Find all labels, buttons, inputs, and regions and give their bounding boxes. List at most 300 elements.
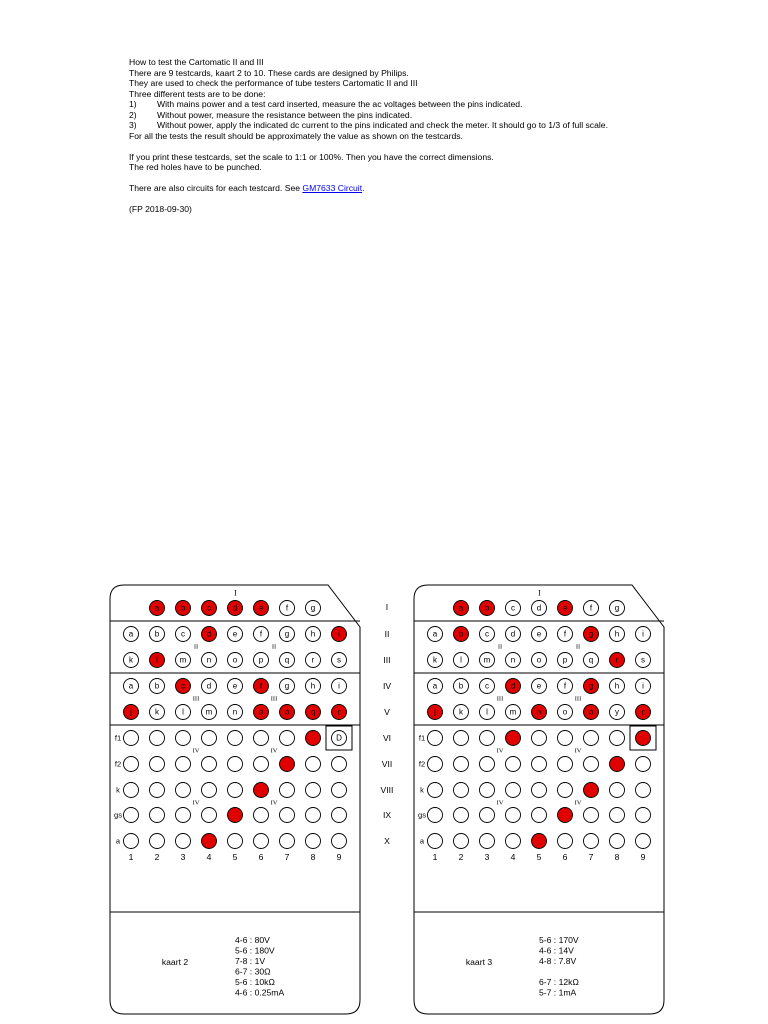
hole-circle — [124, 834, 139, 849]
column-number: 5 — [536, 852, 542, 862]
column-number: 4 — [510, 852, 516, 862]
column-number: 9 — [336, 852, 342, 862]
punched-hole — [280, 705, 295, 720]
column-number: 2 — [154, 852, 160, 862]
hole — [636, 627, 651, 642]
hole-circle — [228, 731, 243, 746]
hole-circle — [176, 731, 191, 746]
column-number: 8 — [310, 852, 316, 862]
hole — [506, 834, 521, 849]
hole-letter: o — [562, 707, 568, 717]
hole-letter: q — [310, 707, 316, 717]
instructions-line: Three different tests are to be done: — [129, 88, 266, 99]
hole-letter: i — [642, 629, 644, 639]
hole — [558, 627, 573, 642]
grid-row-label: f2 — [114, 759, 122, 769]
row-label: VIII — [380, 785, 394, 795]
roman-marker: IV — [574, 799, 582, 807]
hole — [584, 757, 599, 772]
hole — [532, 783, 547, 798]
hole — [636, 783, 651, 798]
punched-hole — [202, 627, 217, 642]
hole — [558, 783, 573, 798]
hole-letter: g — [614, 603, 620, 613]
hole — [228, 731, 243, 746]
hole — [124, 627, 139, 642]
hole — [306, 627, 321, 642]
row-label: X — [384, 836, 390, 846]
card-name: kaart 3 — [465, 957, 493, 967]
card-value: 6-7 : 12kΩ — [539, 977, 579, 987]
step-text: With mains power and a test card inserted, measure the ac voltages between the pins indicated. — [157, 99, 523, 109]
roman-marker: III — [574, 695, 582, 703]
hole-letter: o — [258, 707, 264, 717]
hole-circle — [176, 834, 191, 849]
testcard — [110, 585, 360, 1014]
hole-circle — [584, 757, 599, 772]
hole-circle — [202, 783, 217, 798]
hole-circle — [254, 783, 269, 798]
hole — [280, 679, 295, 694]
hole-letter: f — [259, 629, 263, 639]
card-value: 6-7 : 30Ω — [235, 966, 271, 977]
hole-circle — [228, 808, 243, 823]
hole — [280, 834, 295, 849]
hole — [150, 783, 165, 798]
hole-letter: e — [536, 681, 542, 691]
hole — [124, 731, 139, 746]
roman-marker: IV — [192, 747, 200, 755]
hole-letter: b — [484, 603, 490, 613]
hole-letter: d — [510, 629, 516, 639]
hole — [610, 601, 625, 616]
hole-letter: y — [615, 707, 619, 717]
hole — [480, 834, 495, 849]
hole-circle — [202, 808, 217, 823]
card-value: 7-8 : 1V — [235, 956, 266, 966]
hole-circle — [176, 808, 191, 823]
print-note: If you print these testcards, set the scale to 1:1 or 100%. Then you have the correct dimensions. — [129, 151, 494, 162]
punched-hole — [176, 601, 191, 616]
hole-circle — [306, 834, 321, 849]
hole-letter: a — [458, 603, 464, 613]
hole — [176, 808, 191, 823]
hole — [332, 783, 347, 798]
hole-circle — [532, 757, 547, 772]
hole — [150, 834, 165, 849]
hole-letter: p — [588, 707, 594, 717]
hole — [428, 783, 443, 798]
hole — [636, 808, 651, 823]
hole — [228, 627, 243, 642]
hole — [150, 705, 165, 720]
hole — [480, 705, 495, 720]
hole — [306, 679, 321, 694]
hole-letter: f — [563, 629, 567, 639]
punched-hole — [150, 601, 165, 616]
step-number: 2) — [129, 109, 137, 120]
hole — [254, 627, 269, 642]
hole — [480, 808, 495, 823]
hole — [254, 834, 269, 849]
hole-circle — [254, 808, 269, 823]
roman-marker: IV — [192, 799, 200, 807]
hole-circle — [428, 731, 443, 746]
grid-row-label: gs — [114, 810, 122, 820]
roman-marker: III — [496, 695, 504, 703]
hole-circle — [150, 834, 165, 849]
hole — [480, 757, 495, 772]
hole-letter: o — [536, 655, 542, 665]
column-number: 3 — [484, 852, 490, 862]
roman-marker: II — [271, 643, 277, 651]
hole — [332, 679, 347, 694]
hole — [610, 783, 625, 798]
roman-marker: IV — [270, 799, 278, 807]
hole — [124, 783, 139, 798]
hole-letter: n — [232, 707, 238, 717]
hole-letter: e — [232, 629, 238, 639]
instructions-line: They are used to check the performance of tube testers Cartomatic II and III — [129, 78, 418, 88]
hole — [610, 679, 625, 694]
hole-letter: a — [128, 629, 134, 639]
hole-letter: m — [509, 707, 517, 717]
hole — [228, 653, 243, 668]
hole-letter: r — [311, 655, 315, 665]
hole-letter: f — [589, 603, 593, 613]
punched-hole — [428, 705, 443, 720]
instructions-line: For all the tests the result should be approximately the value as shown on the testcards. — [129, 130, 463, 141]
hole-letter: f — [259, 681, 263, 691]
hole-letter: s — [337, 655, 341, 665]
roman-marker: III — [192, 695, 200, 703]
punched-hole — [254, 601, 269, 616]
hole-letter: n — [510, 655, 516, 665]
hole — [610, 808, 625, 823]
hole-circle — [558, 783, 573, 798]
punched-hole — [506, 731, 521, 746]
roman-marker: IV — [574, 747, 582, 755]
row-label: III — [383, 655, 391, 665]
punched-hole — [636, 731, 651, 746]
punched-hole — [254, 679, 269, 694]
hole-circle — [480, 808, 495, 823]
hole-letter: a — [154, 603, 160, 613]
hole-circle — [332, 757, 347, 772]
punched-hole — [610, 653, 625, 668]
hole — [454, 808, 469, 823]
column-number: 7 — [588, 852, 594, 862]
circuit-link[interactable]: GM7633 Circuit — [302, 183, 363, 193]
step-text: Without power, measure the resistance between the pins indicated. — [157, 109, 413, 120]
hole-letter: d — [206, 681, 212, 691]
hole — [124, 653, 139, 668]
roman-marker: IV — [496, 747, 504, 755]
hole-letter: e — [258, 603, 264, 613]
hole — [454, 705, 469, 720]
column-number: 6 — [258, 852, 264, 862]
grid-row-label: a — [115, 836, 121, 846]
hole-circle — [506, 757, 521, 772]
hole — [228, 757, 243, 772]
hole-letter: l — [486, 707, 488, 717]
grid-row-label: f1 — [114, 733, 122, 743]
row-label: VII — [381, 759, 393, 769]
hole-circle — [610, 808, 625, 823]
card-value: 5-7 : 1mA — [539, 987, 577, 998]
hole-circle — [202, 834, 217, 849]
hole-circle — [254, 834, 269, 849]
hole-circle — [454, 783, 469, 798]
hole-circle — [584, 783, 599, 798]
punched-hole — [254, 705, 269, 720]
hole — [454, 653, 469, 668]
hole-letter: g — [588, 681, 594, 691]
hole-letter: b — [458, 629, 464, 639]
hole-letter: e — [232, 681, 238, 691]
hole — [124, 808, 139, 823]
step-number: 1) — [129, 99, 137, 109]
punched-hole — [558, 808, 573, 823]
hole — [506, 601, 521, 616]
hole — [280, 601, 295, 616]
step-text: Without power, apply the indicated dc current to the pins indicated and check the meter. It should go to 1/3 of full scale. — [157, 120, 608, 130]
hole — [228, 705, 243, 720]
hole-circle — [428, 834, 443, 849]
hole-circle — [150, 783, 165, 798]
hole-circle — [636, 757, 651, 772]
hole-circle — [610, 757, 625, 772]
hole-circle — [532, 731, 547, 746]
punched-hole — [584, 705, 599, 720]
hole-circle — [532, 783, 547, 798]
hole — [306, 601, 321, 616]
hole — [176, 783, 191, 798]
hole-circle — [202, 757, 217, 772]
column-number: 4 — [206, 852, 212, 862]
hole — [306, 808, 321, 823]
hole-circle — [202, 731, 217, 746]
hole-circle — [150, 808, 165, 823]
hole-circle — [306, 808, 321, 823]
hole-circle — [584, 731, 599, 746]
hole-letter: l — [182, 707, 184, 717]
hole — [428, 808, 443, 823]
hole — [584, 731, 599, 746]
punched-hole — [558, 601, 573, 616]
punched-hole — [176, 679, 191, 694]
hole — [254, 757, 269, 772]
hole — [558, 705, 573, 720]
row-label: IV — [382, 681, 392, 691]
hole-circle — [454, 731, 469, 746]
hole-letter: n — [206, 655, 212, 665]
column-number: 9 — [640, 852, 646, 862]
hole-letter: e — [536, 629, 542, 639]
hole-letter: j — [130, 707, 132, 717]
hole — [454, 757, 469, 772]
hole — [428, 731, 443, 746]
testcard — [414, 585, 664, 1014]
hole — [176, 705, 191, 720]
hole — [506, 808, 521, 823]
row-label: VI — [382, 733, 392, 743]
punched-hole — [228, 808, 243, 823]
punched-hole — [584, 679, 599, 694]
hole — [332, 731, 347, 746]
roman-marker: II — [575, 643, 581, 651]
hole — [254, 808, 269, 823]
hole-letter: p — [258, 655, 264, 665]
hole — [228, 834, 243, 849]
hole — [280, 783, 295, 798]
hole-circle — [636, 834, 651, 849]
hole-circle — [558, 757, 573, 772]
column-number: 5 — [232, 852, 238, 862]
hole-letter: d — [232, 603, 238, 613]
hole-circle — [584, 808, 599, 823]
hole — [532, 653, 547, 668]
hole — [428, 834, 443, 849]
hole-letter: c — [207, 603, 211, 613]
hole-circle — [332, 783, 347, 798]
hole — [532, 679, 547, 694]
hole — [610, 705, 625, 720]
hole — [610, 834, 625, 849]
hole-circle — [228, 834, 243, 849]
hole — [176, 757, 191, 772]
hole-letter: k — [155, 707, 159, 717]
punched-hole — [228, 601, 243, 616]
hole — [506, 627, 521, 642]
hole — [506, 783, 521, 798]
hole-circle — [636, 783, 651, 798]
grid-row-label: f1 — [418, 733, 426, 743]
hole-letter: k — [129, 655, 133, 665]
hole — [584, 834, 599, 849]
hole-circle — [280, 757, 295, 772]
hole-letter: m — [205, 707, 213, 717]
hole — [584, 601, 599, 616]
hole-letter: b — [458, 681, 464, 691]
card-value: 4-6 : 80V — [235, 935, 270, 945]
hole — [202, 679, 217, 694]
date-footer: (FP 2018-09-30) — [129, 204, 192, 214]
hole-circle — [506, 783, 521, 798]
hole — [176, 834, 191, 849]
roman-marker: III — [270, 695, 278, 703]
hole-circle — [280, 783, 295, 798]
hole — [454, 783, 469, 798]
hole-letter: k — [459, 707, 463, 717]
hole — [506, 757, 521, 772]
hole-letter: e — [562, 603, 568, 613]
hole — [228, 679, 243, 694]
hole-circle — [176, 783, 191, 798]
hole-circle — [610, 783, 625, 798]
column-number: 2 — [458, 852, 464, 862]
hole — [584, 653, 599, 668]
hole-circle — [532, 808, 547, 823]
hole-letter: b — [180, 603, 186, 613]
hole-letter: o — [232, 655, 238, 665]
grid-row-label: a — [419, 836, 425, 846]
print-note: The red holes have to be punched. — [129, 162, 262, 172]
hole-letter: r — [337, 707, 341, 717]
punched-hole — [636, 705, 651, 720]
hole-circle — [428, 808, 443, 823]
hole-circle — [532, 834, 547, 849]
column-number: 1 — [432, 852, 438, 862]
punched-hole — [454, 627, 469, 642]
hole-circle — [280, 834, 295, 849]
hole-circle — [332, 808, 347, 823]
hole-letter: d — [206, 629, 212, 639]
hole-circle — [480, 731, 495, 746]
hole — [202, 653, 217, 668]
hole-letter: g — [588, 629, 594, 639]
row-label: V — [384, 707, 390, 717]
step-number: 3) — [129, 120, 137, 130]
hole — [428, 679, 443, 694]
hole-letter: h — [310, 629, 316, 639]
hole — [254, 653, 269, 668]
punched-hole — [610, 757, 625, 772]
card-value: 5-6 : 10kΩ — [235, 977, 275, 987]
punched-hole — [254, 783, 269, 798]
hole-circle — [280, 731, 295, 746]
hole — [558, 834, 573, 849]
grid-row-label: k — [420, 785, 424, 795]
hole — [332, 808, 347, 823]
roman-marker: IV — [496, 799, 504, 807]
hole-letter: c — [511, 603, 515, 613]
hole-letter: r — [641, 707, 645, 717]
hole — [332, 834, 347, 849]
row-i-label: I — [234, 588, 237, 598]
hole — [176, 627, 191, 642]
card-name: kaart 2 — [161, 957, 189, 967]
column-number: 6 — [562, 852, 568, 862]
punched-hole — [584, 783, 599, 798]
hole-circle — [124, 808, 139, 823]
hole — [636, 757, 651, 772]
hole — [610, 627, 625, 642]
hole — [558, 757, 573, 772]
card-value: 5-6 : 170V — [539, 935, 579, 945]
hole — [228, 783, 243, 798]
column-number: 3 — [180, 852, 186, 862]
hole-circle — [506, 808, 521, 823]
hole-circle — [306, 757, 321, 772]
hole-letter: h — [614, 629, 620, 639]
hole — [428, 627, 443, 642]
punched-hole — [124, 705, 139, 720]
hole-circle — [454, 808, 469, 823]
hole — [558, 731, 573, 746]
hole-circle — [280, 808, 295, 823]
hole-letter: b — [154, 681, 160, 691]
hole — [332, 757, 347, 772]
hole-circle — [480, 783, 495, 798]
hole-letter: j — [434, 707, 436, 717]
hole — [506, 653, 521, 668]
hole-letter: n — [536, 707, 542, 717]
row-i-label: I — [538, 588, 541, 598]
hole — [636, 679, 651, 694]
hole — [558, 653, 573, 668]
hole — [176, 731, 191, 746]
